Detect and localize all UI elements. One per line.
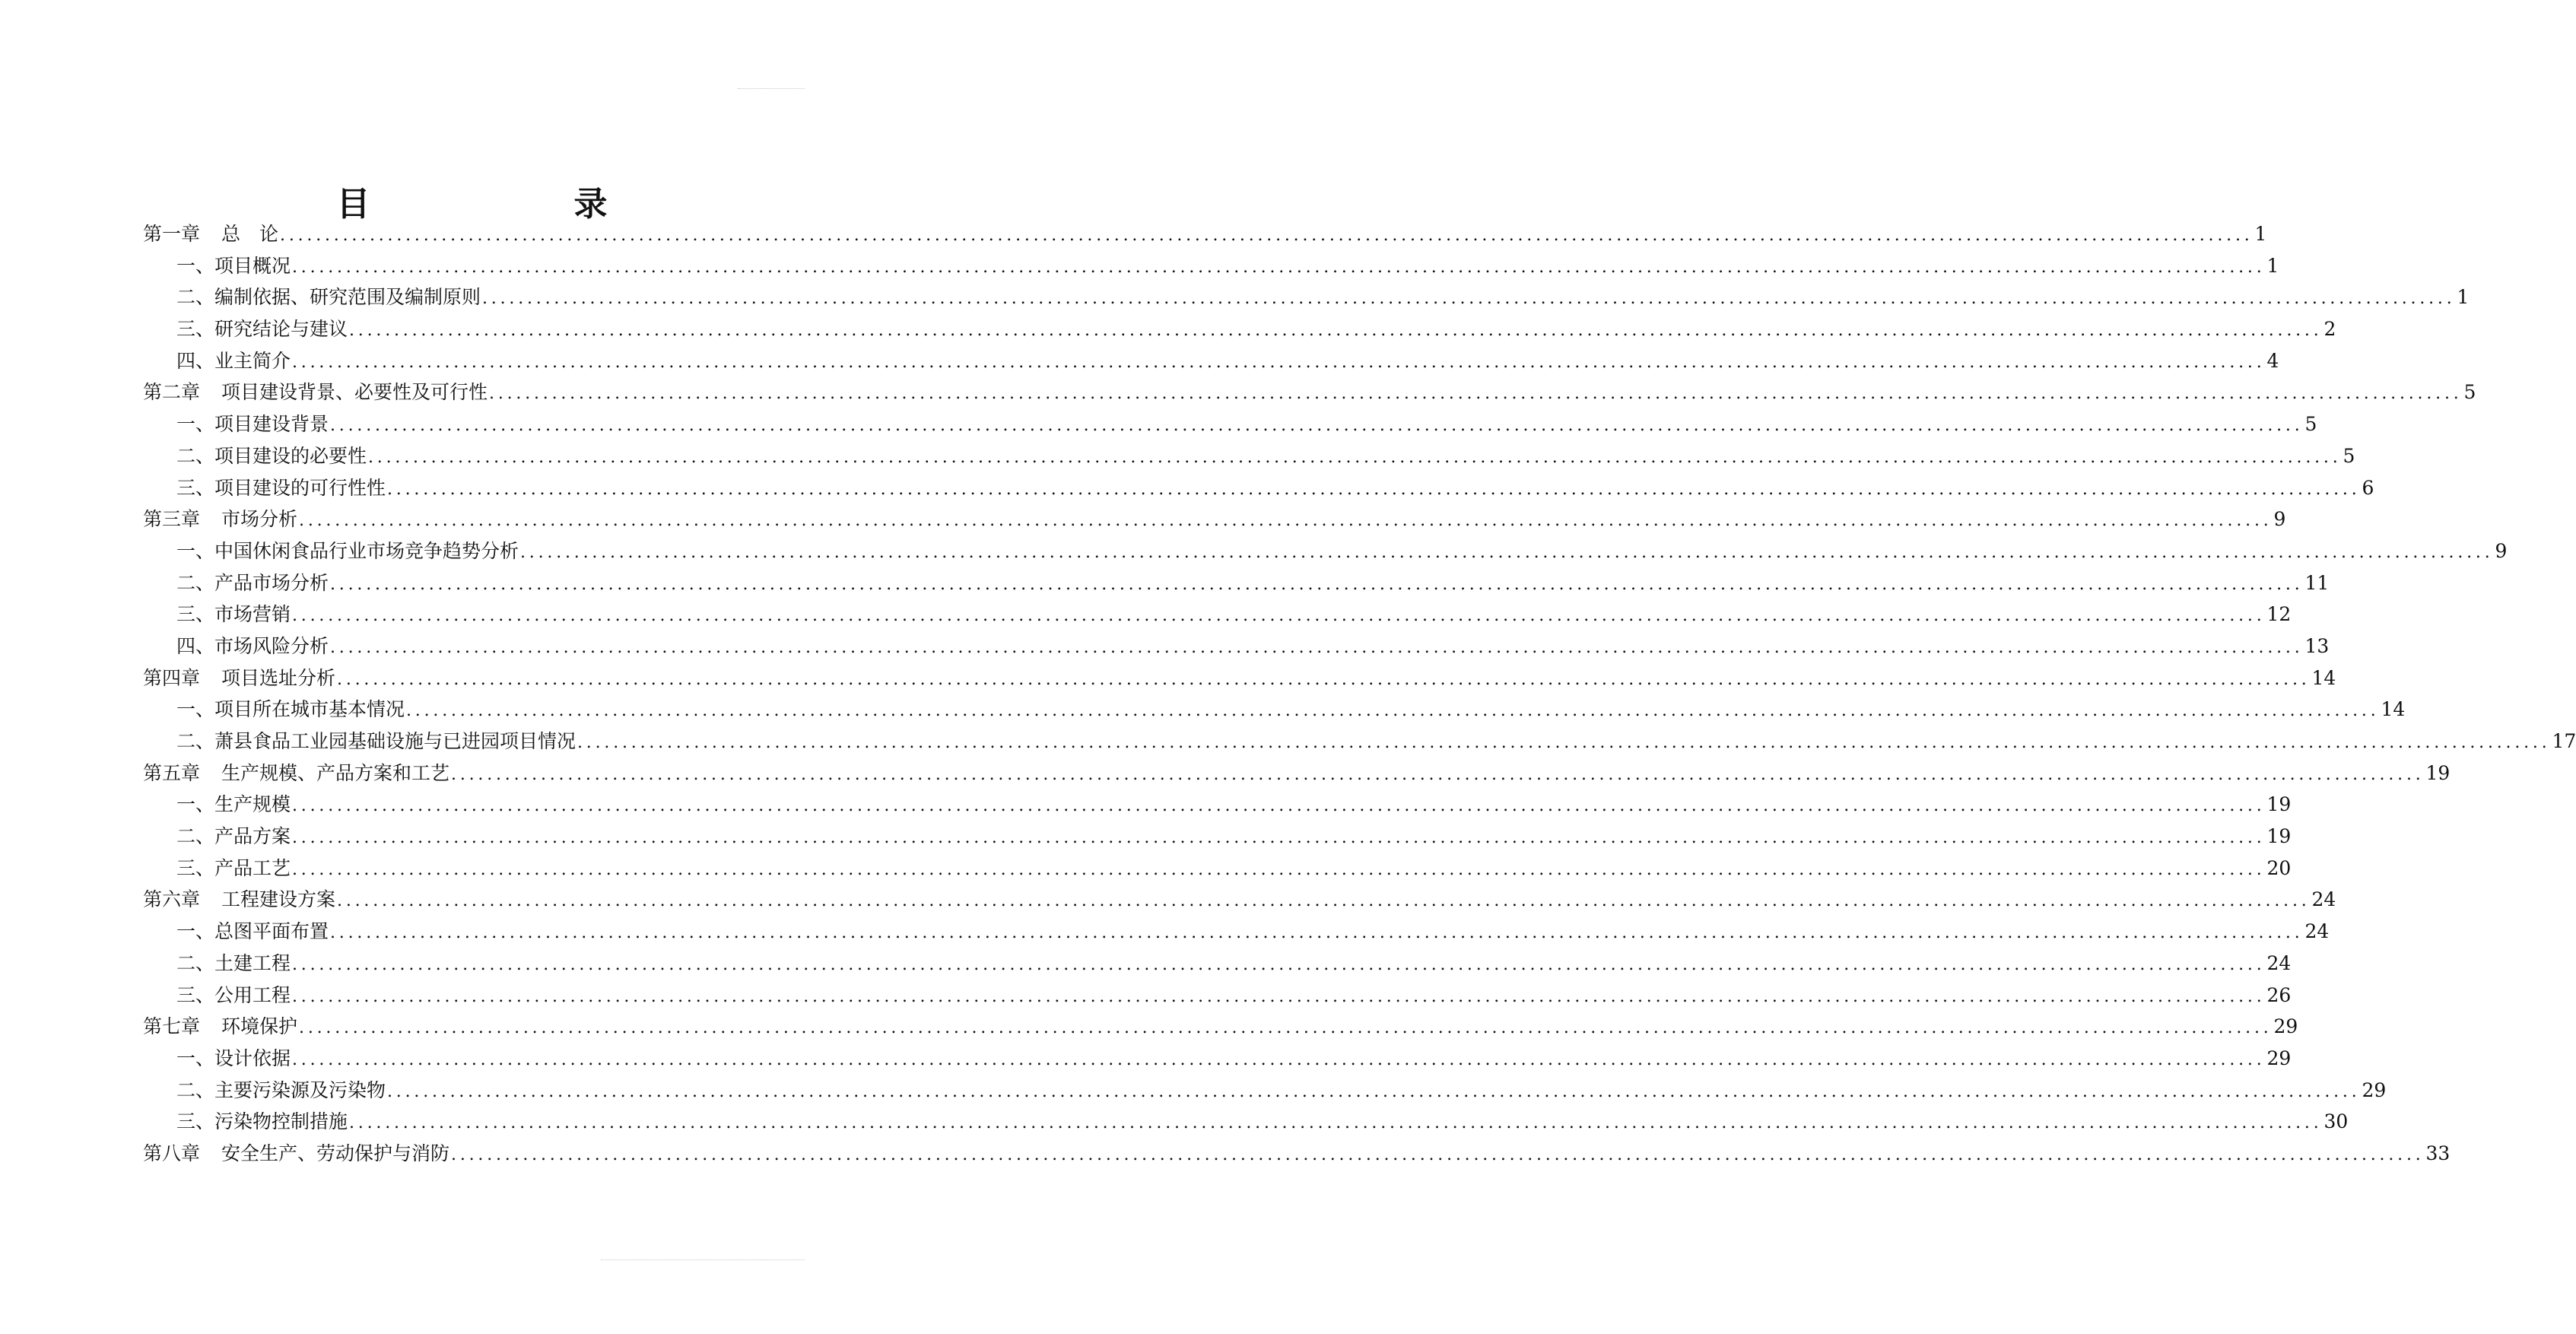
page-number: 4 <box>2266 349 2279 372</box>
toc-entry-text <box>176 980 291 1012</box>
section-title: 三、市场营销 <box>176 603 291 626</box>
dot-leader: ............................................................................................................................................................................................................................ <box>387 1081 2361 1101</box>
toc-section-entry[interactable] <box>143 948 2292 980</box>
toc-entry-text <box>176 821 291 853</box>
toc-entry-text <box>143 376 488 408</box>
dot-leader: ............................................................................................................................................................................................................................ <box>520 542 2494 562</box>
section-title: 三、研究结论与建议 <box>176 318 348 341</box>
chapter-title: 环境保护 <box>221 1015 298 1038</box>
page-number: 14 <box>2311 666 2336 689</box>
toc-section-entry[interactable] <box>143 630 2330 662</box>
page-number: 17 <box>2552 730 2576 752</box>
toc-entry-text <box>176 313 348 345</box>
chapter-number: 第六章 <box>143 888 201 911</box>
dot-leader: ............................................................................................................................................................................................................................ <box>489 384 2463 404</box>
toc-entry-text <box>176 408 329 440</box>
chapter-number: 第三章 <box>143 508 201 531</box>
toc-section-entry[interactable] <box>143 281 2470 313</box>
toc-entry-text <box>176 345 291 377</box>
toc-section-entry[interactable] <box>143 250 2279 282</box>
page-number: 24 <box>2311 888 2336 911</box>
toc-section-entry[interactable] <box>143 313 2336 345</box>
section-title: 一、项目建设背景 <box>176 413 329 436</box>
dot-leader: ............................................................................................................................................................................................................................ <box>292 828 2266 848</box>
section-title: 一、项目所在城市基本情况 <box>176 698 405 721</box>
page-number: 9 <box>2273 508 2286 531</box>
page-number: 5 <box>2463 381 2476 404</box>
section-title: 二、项目建设的必要性 <box>176 444 367 467</box>
toc-section-entry[interactable] <box>143 599 2292 630</box>
chapter-title: 市场分析 <box>221 508 298 531</box>
toc-entry-text <box>143 218 278 250</box>
section-title: 二、编制依据、研究范围及编制原则 <box>176 286 481 309</box>
toc-entry-text <box>143 1138 449 1170</box>
page-number: 29 <box>2266 1047 2292 1069</box>
toc-section-entry[interactable] <box>143 694 2406 726</box>
page-number: 5 <box>2304 413 2317 436</box>
dot-leader: ............................................................................................................................................................................................................................ <box>337 669 2311 689</box>
dot-leader: ............................................................................................................................................................................................................................ <box>280 226 2254 245</box>
toc-entry-text <box>143 884 335 916</box>
toc-title: 目 录 <box>336 185 653 224</box>
toc-entry-text <box>176 948 291 980</box>
toc-chapter-entry[interactable] <box>143 662 2336 694</box>
toc-section-entry[interactable] <box>143 1106 2349 1138</box>
page-number: 2 <box>2323 318 2336 341</box>
toc-entry-text <box>143 1011 297 1043</box>
page-number: 1 <box>2457 286 2470 309</box>
dot-leader: ............................................................................................................................................................................................................................ <box>292 1050 2266 1069</box>
toc-entry-text <box>176 694 405 726</box>
dot-leader: ............................................................................................................................................................................................................................ <box>330 637 2304 657</box>
section-title: 二、主要污染源及污染物 <box>176 1078 386 1101</box>
section-title: 三、污染物控制措施 <box>176 1110 348 1133</box>
toc-chapter-entry[interactable] <box>143 503 2286 535</box>
toc-entry-text <box>176 281 481 313</box>
toc-section-entry[interactable] <box>143 567 2330 599</box>
toc-chapter-entry[interactable] <box>143 758 2451 789</box>
dot-leader: ............................................................................................................................................................................................................................ <box>292 257 2266 277</box>
section-title: 二、萧县食品工业园基础设施与已进园项目情况 <box>176 730 577 752</box>
section-title: 二、产品市场分析 <box>176 571 329 594</box>
toc-entry-text <box>176 1106 348 1138</box>
toc-entry-text <box>176 535 519 567</box>
toc-section-entry[interactable] <box>143 535 2508 567</box>
chapter-number: 第二章 <box>143 381 201 404</box>
toc-entry-text <box>143 662 335 694</box>
table-of-contents <box>143 218 2576 1170</box>
dot-leader: ............................................................................................................................................................................................................................ <box>349 1113 2323 1133</box>
page-number: 1 <box>2254 223 2267 245</box>
section-title: 三、公用工程 <box>176 983 291 1006</box>
toc-section-entry[interactable] <box>143 726 2576 758</box>
section-title: 三、项目建设的可行性性 <box>176 476 386 499</box>
dot-leader: ............................................................................................................................................................................................................................ <box>292 796 2266 816</box>
toc-entry-text <box>143 758 449 789</box>
page-number: 11 <box>2304 571 2330 594</box>
chapter-number: 第一章 <box>143 223 201 245</box>
toc-entry-text <box>176 853 291 885</box>
chapter-number: 第五章 <box>143 761 201 784</box>
page-number: 1 <box>2266 254 2279 277</box>
dot-leader: ............................................................................................................................................................................................................................ <box>292 352 2266 372</box>
toc-entry-text <box>176 1075 386 1107</box>
chapter-title: 总 论 <box>221 223 279 245</box>
toc-entry-text <box>176 630 329 662</box>
dot-leader: ............................................................................................................................................................................................................................ <box>292 954 2266 974</box>
dot-leader: ............................................................................................................................................................................................................................ <box>299 511 2273 531</box>
toc-section-entry[interactable] <box>143 1075 2387 1107</box>
toc-entry-text <box>176 726 576 758</box>
toc-section-entry[interactable] <box>143 980 2292 1012</box>
dot-leader: ............................................................................................................................................................................................................................ <box>330 923 2304 943</box>
toc-section-entry[interactable] <box>143 853 2292 885</box>
page-number: 12 <box>2266 603 2292 626</box>
dot-leader: ............................................................................................................................................................................................................................ <box>406 701 2380 721</box>
page-number: 29 <box>2362 1078 2387 1101</box>
section-title: 四、业主简介 <box>176 349 291 372</box>
toc-section-entry[interactable] <box>143 345 2279 377</box>
chapter-number: 第八章 <box>143 1142 201 1164</box>
toc-entry-text <box>176 472 386 504</box>
toc-section-entry[interactable] <box>143 440 2355 472</box>
dot-leader: ............................................................................................................................................................................................................................ <box>349 321 2323 341</box>
chapter-number: 第七章 <box>143 1015 201 1038</box>
dot-leader: ............................................................................................................................................................................................................................ <box>292 606 2266 626</box>
section-title: 一、总图平面布置 <box>176 920 329 943</box>
page-number: 30 <box>2323 1110 2349 1133</box>
toc-section-entry[interactable] <box>143 916 2330 948</box>
section-title: 一、项目概况 <box>176 254 291 277</box>
chapter-number: 第四章 <box>143 666 201 689</box>
chapter-title: 工程建设方案 <box>221 888 336 911</box>
chapter-title: 项目选址分析 <box>221 666 336 689</box>
dot-leader: ............................................................................................................................................................................................................................ <box>482 289 2456 309</box>
toc-chapter-entry[interactable] <box>143 884 2336 916</box>
dot-leader: ............................................................................................................................................................................................................................ <box>330 416 2304 436</box>
dot-leader: ............................................................................................................................................................................................................................ <box>330 574 2304 594</box>
section-title: 三、产品工艺 <box>176 856 291 879</box>
toc-chapter-entry[interactable] <box>143 218 2267 250</box>
toc-section-entry[interactable] <box>143 472 2374 504</box>
dot-leader: ............................................................................................................................................................................................................................ <box>577 733 2551 752</box>
page-number: 6 <box>2362 476 2374 499</box>
header-rule <box>738 88 805 89</box>
page-number: 24 <box>2304 920 2330 943</box>
page-number: 14 <box>2381 698 2406 721</box>
toc-entry-text <box>143 503 297 535</box>
chapter-title: 安全生产、劳动保护与消防 <box>221 1142 450 1164</box>
section-title: 一、中国休闲食品行业市场竞争趋势分析 <box>176 539 519 562</box>
toc-entry-text <box>176 916 329 948</box>
toc-section-entry[interactable] <box>143 789 2292 821</box>
page-number: 9 <box>2495 539 2508 562</box>
toc-entry-text <box>176 567 329 599</box>
chapter-title: 生产规模、产品方案和工艺 <box>221 761 450 784</box>
dot-leader: ............................................................................................................................................................................................................................ <box>292 859 2266 879</box>
toc-chapter-entry[interactable] <box>143 1138 2451 1170</box>
toc-entry-text <box>176 250 291 282</box>
page-number: 24 <box>2266 951 2292 974</box>
section-title: 四、市场风险分析 <box>176 634 329 657</box>
page-number: 20 <box>2266 856 2292 879</box>
page-number: 19 <box>2425 761 2451 784</box>
footer-rule <box>601 1259 805 1260</box>
section-title: 二、土建工程 <box>176 951 291 974</box>
toc-entry-text <box>176 789 291 821</box>
dot-leader: ............................................................................................................................................................................................................................ <box>299 1018 2273 1038</box>
page-number: 19 <box>2266 793 2292 816</box>
dot-leader: ............................................................................................................................................................................................................................ <box>387 479 2361 499</box>
page-number: 13 <box>2304 634 2330 657</box>
toc-entry-text <box>176 599 291 630</box>
toc-section-entry[interactable] <box>143 1043 2292 1075</box>
toc-entry-text <box>176 1043 291 1075</box>
dot-leader: ............................................................................................................................................................................................................................ <box>368 447 2342 467</box>
section-title: 二、产品方案 <box>176 825 291 848</box>
dot-leader: ............................................................................................................................................................................................................................ <box>337 891 2311 911</box>
page-number: 29 <box>2273 1015 2298 1038</box>
section-title: 一、生产规模 <box>176 793 291 816</box>
toc-chapter-entry[interactable] <box>143 1011 2298 1043</box>
page-number: 19 <box>2266 825 2292 848</box>
toc-entry-text <box>176 440 367 472</box>
chapter-title: 项目建设背景、必要性及可行性 <box>221 381 488 404</box>
section-title: 一、设计依据 <box>176 1047 291 1069</box>
page-number: 33 <box>2425 1142 2451 1164</box>
toc-section-entry[interactable] <box>143 821 2292 853</box>
dot-leader: ............................................................................................................................................................................................................................ <box>451 764 2425 784</box>
toc-section-entry[interactable] <box>143 408 2317 440</box>
page-number: 26 <box>2266 983 2292 1006</box>
toc-chapter-entry[interactable] <box>143 376 2476 408</box>
dot-leader: ............................................................................................................................................................................................................................ <box>292 986 2266 1006</box>
page-number: 5 <box>2343 444 2355 467</box>
dot-leader: ............................................................................................................................................................................................................................ <box>451 1145 2425 1164</box>
